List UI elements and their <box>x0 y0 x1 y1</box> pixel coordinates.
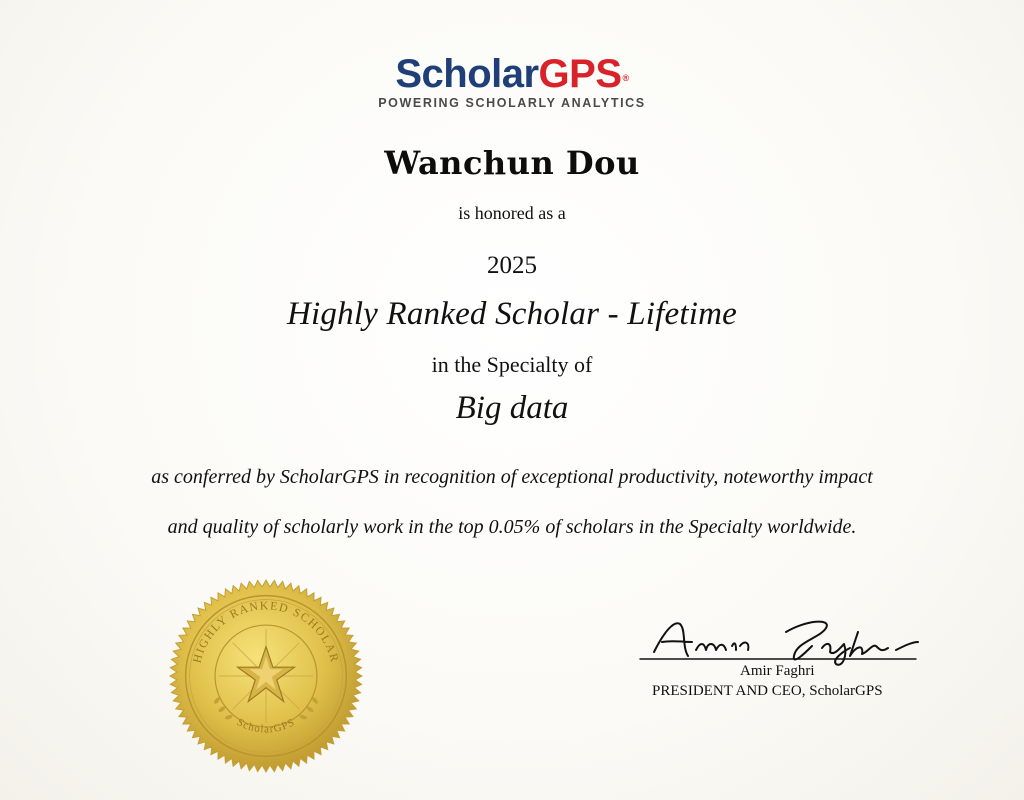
scholargps-logo <box>0 50 1024 98</box>
recipient-name: Wanchun Dou <box>384 144 640 182</box>
recognition-line-2: and quality of scholarly work in the top 0.05% of scholars in the Specialty worldwide. <box>167 516 857 538</box>
signatory-title: PRESIDENT AND CEO, ScholarGPS <box>652 683 883 699</box>
signatory-name: Amir Faghri <box>740 663 815 679</box>
logo-gps-text: GPS <box>538 52 622 96</box>
recognition-text <box>0 452 1024 552</box>
specialty-intro: in the Specialty of <box>431 352 593 377</box>
logo-tagline: POWERING SCHOLARLY ANALYTICS <box>378 96 646 110</box>
honored-text: is honored as a <box>458 203 566 223</box>
logo-scholar-text: Scholar <box>395 52 539 96</box>
registered-mark: ® <box>622 73 629 83</box>
award-title: Highly Ranked Scholar - Lifetime <box>287 296 737 332</box>
recognition-line-1: as conferred by ScholarGPS in recognition of exceptional productivity, noteworthy impact <box>151 466 873 488</box>
gold-seal <box>168 578 364 774</box>
seal-bottom-text: ScholarGPS <box>234 716 298 736</box>
specialty-name: Big data <box>455 390 569 426</box>
award-year: 2025 <box>487 252 537 279</box>
seal-top-text: HIGHLY RANKED SCHOLAR <box>190 599 342 665</box>
